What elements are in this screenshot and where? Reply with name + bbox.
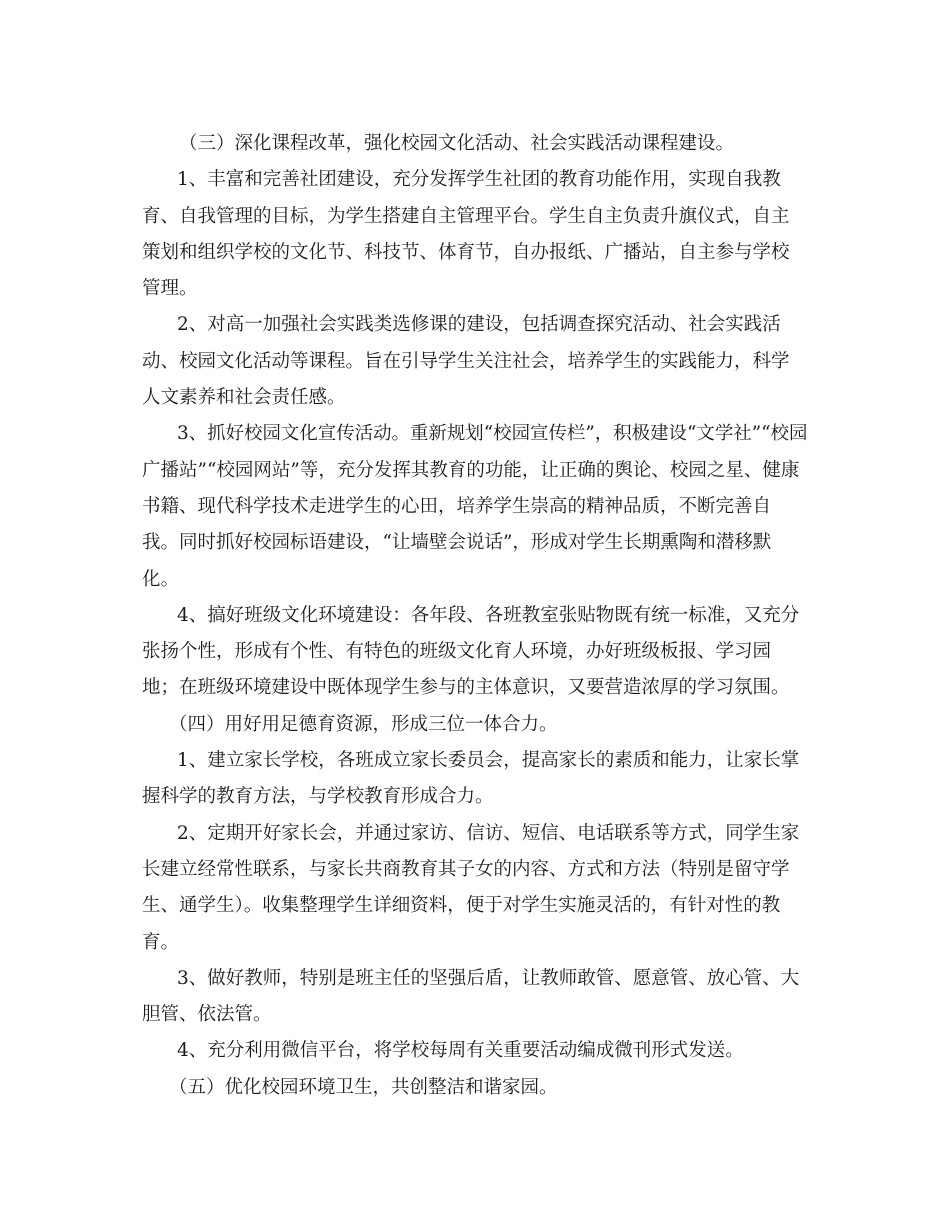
section-heading-3: （三）深化课程改革，强化校园文化活动、社会实践活动课程建设。 (179, 133, 735, 154)
paragraph-line: 生、通学生）。收集整理学生详细资料，便于对学生实施灵活的，有针对性的教 (142, 895, 781, 917)
paragraph-line: 育、自我管理的目标，为学生搭建自主管理平台。学生自主负责升旗仪式，自主 (142, 205, 790, 227)
paragraph-line: 4、搞好班级文化环境建设：各年段、各班教室张贴物既有统一标准，又充分 (177, 604, 800, 626)
paragraph-line: 动、校园文化活动等课程。旨在引导学生关注社会，培养学生的实践能力，科学 (142, 350, 790, 372)
paragraph-line: 胆管、依法管。 (142, 1004, 272, 1026)
paragraph-line: 4、充分利用微信平台，将学校每周有关重要活动编成微刊形式发送。 (177, 1040, 744, 1062)
paragraph-line: 育。 (142, 931, 180, 953)
section-heading-5: （五）优化校园环境卫生，共创整洁和谐家园。 (169, 1076, 558, 1098)
paragraph-line: 握科学的教育方法，与学校教育形成合力。 (142, 786, 494, 808)
paragraph-line: 管理。 (142, 278, 198, 300)
paragraph-line: 张扬个性，形成有个性、有特色的班级文化育人环境，办好班级板报、学习园 (142, 641, 772, 663)
document-body (142, 126, 808, 1106)
paragraph-line: 人文素养和社会责任感。 (142, 387, 346, 409)
paragraph-line: 2、对高一加强社会实践类选修课的建设，包括调查探究活动、社会实践活 (177, 314, 781, 336)
paragraph-line: 3、抓好校园文化宣传活动。重新规划“校园宣传栏”，积极建设“文学社”“校园 (177, 423, 808, 445)
paragraph-line: 书籍、现代科学技术走进学生的心田，培养学生崇高的精神品质，不断完善自 (142, 495, 772, 517)
paragraph-line: 长建立经常性联系，与家长共商教育其子女的内容、方式和方法（特别是留守学 (142, 858, 790, 880)
paragraph-line: 1、建立家长学校，各班成立家长委员会，提高家长的素质和能力，让家长掌 (177, 750, 800, 772)
paragraph-line: 广播站”“校园网站”等，充分发挥其教育的功能，让正确的舆论、校园之星、健康 (142, 459, 800, 481)
paragraph-line: 地；在班级环境建设中既体现学生参与的主体意识，又要营造浓厚的学习氛围。 (142, 677, 790, 699)
paragraph-line: 3、做好教师，特别是班主任的坚强后盾，让教师敢管、愿意管、放心管、大 (177, 967, 800, 989)
section-heading-4: （四）用好用足德育资源，形成三位一体合力。 (169, 713, 558, 735)
paragraph-line: 1、丰富和完善社团建设，充分发挥学生社团的教育功能作用，实现自我教 (177, 169, 781, 191)
paragraph-line: 2、定期开好家长会，并通过家访、信访、短信、电话联系等方式，同学生家 (177, 822, 800, 844)
paragraph-line: 策划和组织学校的文化节、科技节、体育节，自办报纸、广播站，自主参与学校 (142, 241, 790, 263)
paragraph-line: 化。 (142, 568, 180, 590)
paragraph-line: 我。同时抓好校园标语建设，“让墙壁会说话”，形成对学生长期熏陶和潜移默 (142, 532, 772, 554)
